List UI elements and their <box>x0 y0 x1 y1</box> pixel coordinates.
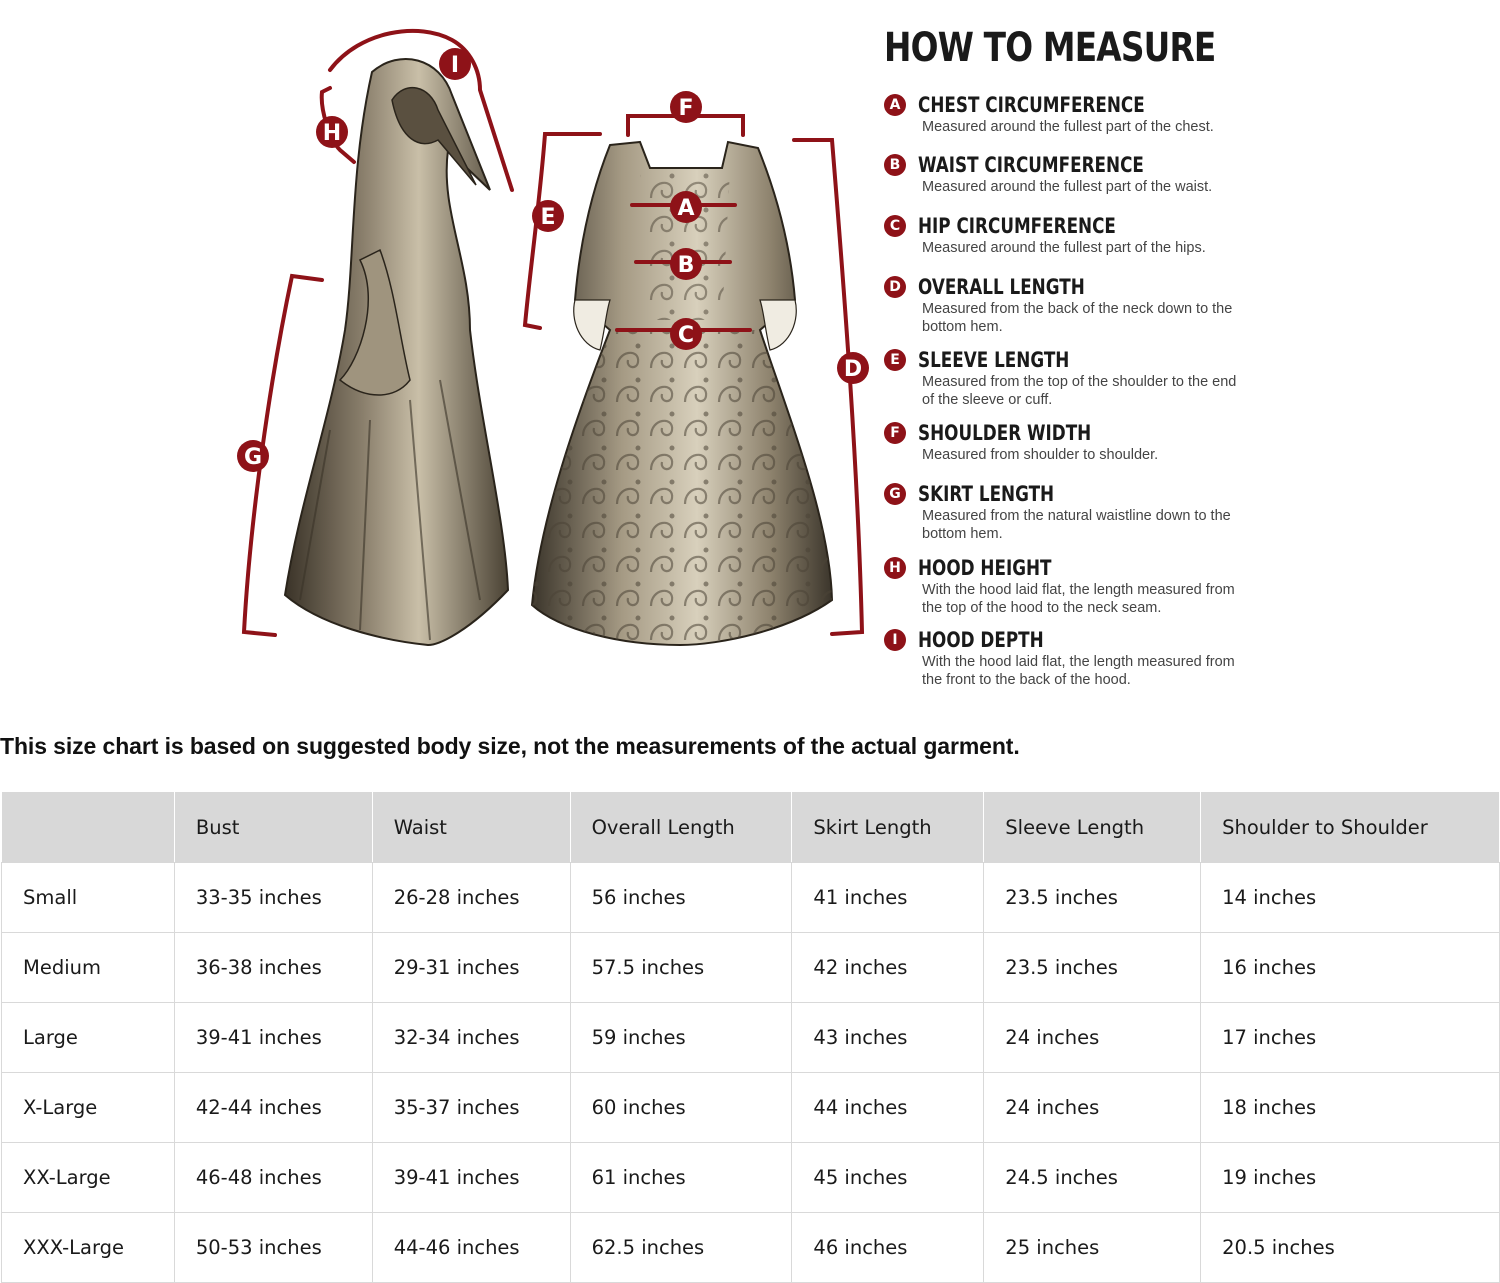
table-cell: 29-31 inches <box>372 933 570 1003</box>
how-to-measure-guide <box>884 22 1304 688</box>
guide-item-heading: HOOD HEIGHT <box>918 556 1052 580</box>
guide-item-description: Measured from the natural waistline down to the bottom hem. <box>922 508 1231 542</box>
table-cell: 43 inches <box>792 1003 984 1073</box>
guide-item-description: Measured from the back of the neck down to the bottom hem. <box>922 301 1233 335</box>
measurement-diagram <box>0 0 880 700</box>
table-cell: 19 inches <box>1201 1143 1500 1213</box>
guide-item-hood-depth <box>892 627 1298 689</box>
column-header-overall-length: Overall Length <box>570 792 792 863</box>
guide-item-description: With the hood laid flat, the length measured from the top of the hood to the neck seam. <box>922 582 1235 616</box>
svg-text:G: G <box>243 445 263 470</box>
table-cell: 42-44 inches <box>174 1073 372 1143</box>
table-row <box>2 1143 1500 1213</box>
svg-text:H: H <box>322 121 342 146</box>
table-cell: 45 inches <box>792 1143 984 1213</box>
guide-item-heading: SKIRT LENGTH <box>918 482 1055 506</box>
table-cell: 14 inches <box>1201 863 1500 933</box>
table-cell: 36-38 inches <box>174 933 372 1003</box>
svg-text:E: E <box>540 205 556 230</box>
letter-e-badge-icon: E <box>884 349 906 371</box>
guide-item-description: With the hood laid flat, the length measured from the front to the back of the hood. <box>922 654 1235 688</box>
size-cell: XXX-Large <box>2 1213 175 1283</box>
diagram-label-h <box>316 116 348 148</box>
size-cell: XX-Large <box>2 1143 175 1213</box>
table-cell: 24 inches <box>984 1073 1201 1143</box>
table-row <box>2 1073 1500 1143</box>
table-cell: 23.5 inches <box>984 933 1201 1003</box>
guide-item-description: Measured from the top of the shoulder to the end of the sleeve or cuff. <box>922 374 1237 408</box>
size-chart-note: This size chart is based on suggested body size, not the measurements of the actual garment. <box>0 733 1020 759</box>
column-header-sleeve-length: Sleeve Length <box>984 792 1201 863</box>
table-cell: 26-28 inches <box>372 863 570 933</box>
table-cell: 33-35 inches <box>174 863 372 933</box>
column-header-waist: Waist <box>372 792 570 863</box>
table-cell: 23.5 inches <box>984 863 1201 933</box>
table-cell: 39-41 inches <box>372 1143 570 1213</box>
letter-c-badge-icon: C <box>884 215 906 237</box>
table-cell: 20.5 inches <box>1201 1213 1500 1283</box>
table-row <box>2 863 1500 933</box>
table-cell: 24.5 inches <box>984 1143 1201 1213</box>
letter-a-badge-icon: A <box>884 94 906 116</box>
letter-h-badge-icon: H <box>884 557 906 579</box>
hooded-cloak-figure <box>285 59 508 645</box>
column-header-size <box>2 792 175 863</box>
guide-item-heading: SHOULDER WIDTH <box>918 421 1092 445</box>
table-cell: 59 inches <box>570 1003 792 1073</box>
svg-text:A: A <box>677 196 695 221</box>
size-cell: Large <box>2 1003 175 1073</box>
table-cell: 57.5 inches <box>570 933 792 1003</box>
svg-text:D: D <box>843 357 863 382</box>
letter-g-badge-icon: G <box>884 483 906 505</box>
table-cell: 16 inches <box>1201 933 1500 1003</box>
table-cell: 32-34 inches <box>372 1003 570 1073</box>
table-row <box>2 933 1500 1003</box>
column-header-bust: Bust <box>174 792 372 863</box>
guide-item-skirt-length <box>889 481 1298 543</box>
letter-i-badge-icon: I <box>884 629 906 651</box>
table-cell: 41 inches <box>792 863 984 933</box>
svg-text:I: I <box>450 53 460 78</box>
guide-item-heading: HIP CIRCUMFERENCE <box>918 214 1116 238</box>
diagram-label-i <box>439 48 471 80</box>
table-cell: 50-53 inches <box>174 1213 372 1283</box>
guide-item-hip <box>889 213 1298 257</box>
table-header-row <box>2 792 1500 863</box>
guide-item-sleeve-length <box>890 347 1298 409</box>
guide-item-heading: SLEEVE LENGTH <box>918 348 1070 372</box>
guide-item-waist <box>889 152 1298 196</box>
guide-item-hood-height <box>889 555 1298 617</box>
table-cell: 24 inches <box>984 1003 1201 1073</box>
table-cell: 62.5 inches <box>570 1213 792 1283</box>
guide-item-shoulder-width <box>890 420 1298 464</box>
guide-item-overall-length <box>889 274 1298 336</box>
table-cell: 61 inches <box>570 1143 792 1213</box>
size-cell: Medium <box>2 933 175 1003</box>
guide-item-description: Measured around the fullest part of the waist. <box>922 179 1213 195</box>
svg-text:F: F <box>678 96 694 121</box>
table-cell: 46 inches <box>792 1213 984 1283</box>
table-row <box>2 1003 1500 1073</box>
guide-item-heading: OVERALL LENGTH <box>918 275 1085 299</box>
diagram-label-a <box>670 191 702 223</box>
column-header-skirt-length: Skirt Length <box>792 792 984 863</box>
svg-text:C: C <box>677 323 695 348</box>
diagram-label-b <box>670 248 702 280</box>
letter-f-badge-icon: F <box>884 422 906 444</box>
guide-title: HOW TO MEASURE <box>884 25 1216 71</box>
table-cell: 39-41 inches <box>174 1003 372 1073</box>
letter-d-badge-icon: D <box>884 276 906 298</box>
guide-item-description: Measured around the fullest part of the chest. <box>922 119 1214 135</box>
size-cell: X-Large <box>2 1073 175 1143</box>
guide-item-description: Measured from shoulder to shoulder. <box>922 447 1159 463</box>
table-cell: 44-46 inches <box>372 1213 570 1283</box>
table-cell: 60 inches <box>570 1073 792 1143</box>
guide-item-heading: WAIST CIRCUMFERENCE <box>918 153 1144 177</box>
diagram-label-f <box>670 91 702 123</box>
guide-item-chest <box>889 92 1298 136</box>
table-cell: 18 inches <box>1201 1073 1500 1143</box>
diagram-label-e <box>532 200 564 232</box>
table-cell: 35-37 inches <box>372 1073 570 1143</box>
table-cell: 46-48 inches <box>174 1143 372 1213</box>
table-row <box>2 1213 1500 1283</box>
size-chart-table <box>1 791 1500 1283</box>
guide-item-heading: CHEST CIRCUMFERENCE <box>918 93 1145 117</box>
table-cell: 17 inches <box>1201 1003 1500 1073</box>
diagram-label-g <box>237 440 269 472</box>
table-cell: 42 inches <box>792 933 984 1003</box>
svg-text:B: B <box>677 253 695 278</box>
diagram-label-d <box>837 352 869 384</box>
size-cell: Small <box>2 863 175 933</box>
guide-item-description: Measured around the fullest part of the hips. <box>922 240 1206 256</box>
letter-b-badge-icon: B <box>884 154 906 176</box>
diagram-label-c <box>670 318 702 350</box>
table-cell: 44 inches <box>792 1073 984 1143</box>
table-cell: 25 inches <box>984 1213 1201 1283</box>
table-cell: 56 inches <box>570 863 792 933</box>
column-header-shoulder-to-shoulder: Shoulder to Shoulder <box>1201 792 1500 863</box>
guide-item-heading: HOOD DEPTH <box>918 628 1044 652</box>
